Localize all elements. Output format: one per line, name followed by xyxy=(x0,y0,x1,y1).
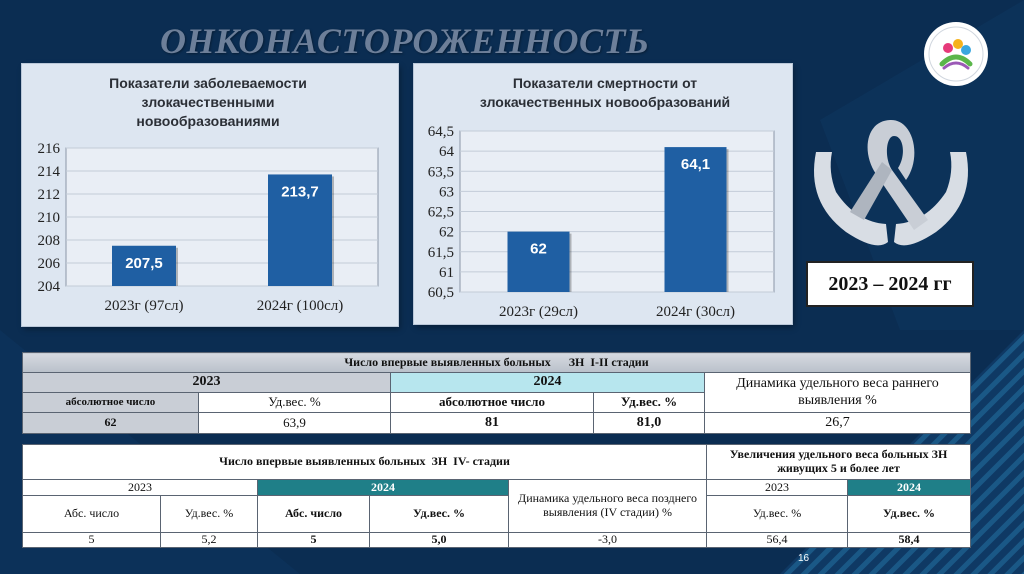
incidence-chart-y-tick: 210 xyxy=(37,210,60,226)
mortality-chart-title-line: злокачественных новообразований xyxy=(479,94,731,110)
mortality-chart-svg xyxy=(414,64,792,324)
mortality-chart-title-line: Показатели смертности от xyxy=(512,75,698,91)
table2-col-share-2023: Уд.вес. % xyxy=(161,496,258,533)
incidence-chart-data-label: 213,7 xyxy=(281,183,319,201)
table1-cell-share-2024: 81,0 xyxy=(594,413,705,434)
table2-col-surv-2024: Уд.вес. % xyxy=(848,496,971,533)
table1-cell-abs-2024: 81 xyxy=(391,413,594,434)
period-label: 2023 – 2024 гг xyxy=(806,261,974,307)
festival-logo-icon xyxy=(922,20,990,88)
incidence-chart-title-line: злокачественными xyxy=(141,94,275,110)
mortality-chart-y-tick: 62 xyxy=(439,224,454,241)
mortality-chart-y-tick: 64 xyxy=(439,144,454,161)
table1-year-2023: 2023 xyxy=(23,373,391,393)
mortality-chart-y-tick: 64,5 xyxy=(427,124,454,140)
table2-col-share-2024: Уд.вес. % xyxy=(370,496,509,533)
page-number: 16 xyxy=(798,553,810,564)
table2-col-surv-2023: Уд.вес. % xyxy=(707,496,848,533)
late-stage-table xyxy=(22,444,971,548)
incidence-chart-category-label: 2024г (100сл) xyxy=(256,298,344,314)
incidence-chart-svg xyxy=(22,64,398,326)
incidence-chart-title-line: Показатели заболеваемости xyxy=(109,75,307,91)
table1-col-abs-2024: абсолютное число xyxy=(391,393,594,413)
mortality-chart-y-tick: 63,5 xyxy=(427,164,454,181)
mortality-chart-y-tick: 60,5 xyxy=(427,285,454,301)
incidence-chart-y-tick: 208 xyxy=(37,233,60,249)
mortality-chart-data-label: 64,1 xyxy=(680,156,711,174)
table1-col-share-2023: Уд.вес. % xyxy=(199,393,391,413)
table2-col-abs-2023: Абс. число xyxy=(23,496,161,533)
table2-surv-year-2023: 2023 xyxy=(707,480,848,496)
mortality-chart-y-tick: 61,5 xyxy=(427,244,454,261)
table2-cell-share-2023: 5,2 xyxy=(161,533,258,548)
table1-cell-share-2023: 63,9 xyxy=(199,413,391,434)
incidence-chart-y-tick: 216 xyxy=(37,141,60,157)
table2-cell-abs-2024: 5 xyxy=(258,533,370,548)
table1-col-share-2024: Уд.вес. % xyxy=(594,393,705,413)
table2-cell-surv-2023: 56,4 xyxy=(707,533,848,548)
incidence-chart xyxy=(22,64,398,326)
table1-year-2024: 2024 xyxy=(391,373,705,393)
incidence-chart-y-tick: 214 xyxy=(37,164,60,180)
incidence-chart-y-tick: 204 xyxy=(37,279,60,295)
mortality-chart-category-label: 2023г (29сл) xyxy=(498,304,579,320)
incidence-chart-data-label: 207,5 xyxy=(125,254,163,272)
table1-cell-dynamics: 26,7 xyxy=(705,413,971,434)
table2-cell-share-2024: 5,0 xyxy=(370,533,509,548)
incidence-chart-y-tick: 206 xyxy=(37,256,60,272)
table1-col-abs-2023: абсолютное число xyxy=(23,393,199,413)
table2-cell-abs-2023: 5 xyxy=(23,533,161,548)
table2-survival-header: Увеличения удельного веса больных ЗН живущих 5 и более лет xyxy=(707,445,971,480)
table2-cell-surv-2024: 58,4 xyxy=(848,533,971,548)
table2-year-2023: 2023 xyxy=(23,480,258,496)
incidence-chart-category-label: 2023г (97сл) xyxy=(104,298,184,314)
table2-surv-year-2024: 2024 xyxy=(848,480,971,496)
mortality-chart xyxy=(414,64,792,324)
table1-dynamics-header: Динамика удельного веса раннего выявления % xyxy=(705,373,971,413)
table2-col-abs-2024: Абс. число xyxy=(258,496,370,533)
mortality-chart-y-tick: 62,5 xyxy=(427,204,454,221)
incidence-chart-title-line: новообразованиями xyxy=(136,113,280,129)
mortality-chart-data-label: 62 xyxy=(530,240,547,258)
incidence-chart-y-tick: 212 xyxy=(37,187,60,203)
table1-cell-abs-2023: 62 xyxy=(23,413,199,434)
table1-title: Число впервые выявленных больных ЗН I-II стадии xyxy=(23,353,971,373)
table2-dynamics-header: Динамика удельного веса позднего выявления (IV стадии) % xyxy=(509,480,707,533)
table2-year-2024: 2024 xyxy=(258,480,509,496)
awareness-ribbon-hands-icon xyxy=(806,112,976,262)
mortality-chart-y-tick: 61 xyxy=(439,264,454,281)
slide-title: ОНКОНАСТОРОЖЕННОСТЬ xyxy=(160,21,650,61)
early-stage-table xyxy=(22,352,971,434)
mortality-chart-category-label: 2024г (30сл) xyxy=(655,304,736,320)
table2-cell-dynamics: -3,0 xyxy=(509,533,707,548)
table2-title: Число впервые выявленных больных ЗН IV- стадии xyxy=(23,445,707,480)
mortality-chart-y-tick: 63 xyxy=(439,184,454,201)
